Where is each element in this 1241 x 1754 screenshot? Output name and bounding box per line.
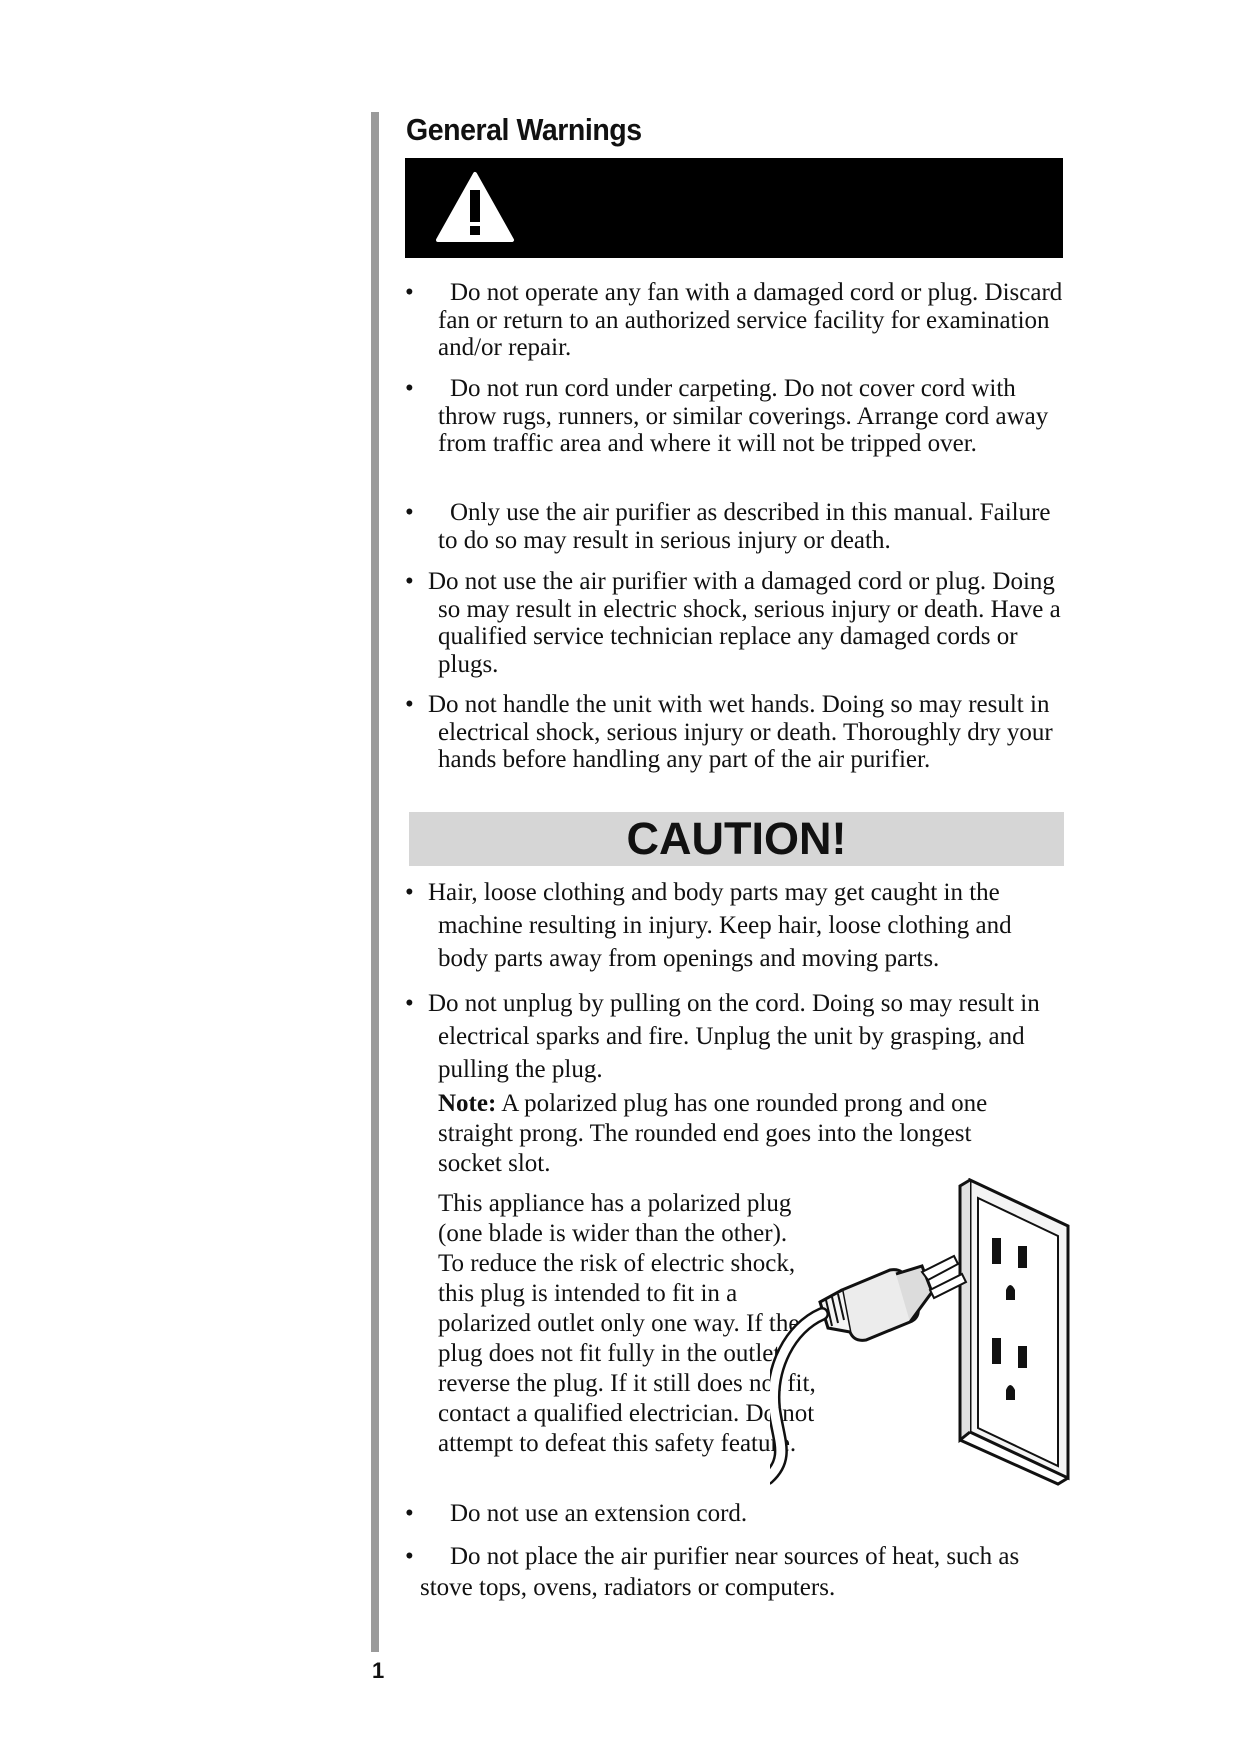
note-text: A polarized plug has one rounded prong and one straight prong. The rounded end goes into the longest socket slot. xyxy=(438,1090,988,1177)
polarized-plug-paragraph: This appliance has a polarized plug (one blade is wider than the other). To reduce the risk of electric shock, this plug is intended to fit in a polarized outlet only one way. If the plug does not fit fully in the outlet, reverse the plug. If it still does not fit, contact a qualified electrician. Do not attempt to defeat this safety feature. xyxy=(438,1190,816,1457)
bullet: • xyxy=(405,375,414,402)
bullet: • xyxy=(405,691,414,718)
caution-text: Hair, loose clothing and body parts may get caught in the machine resulting in injury. Keep hair, loose clothing and body parts away from openings and moving parts. xyxy=(428,879,1012,972)
warning-text: Do not use the air purifier with a damaged cord or plug. Doing so may result in electric shock, serious injury or death. Have a qualified service technician replace any damaged cords or plugs. xyxy=(428,568,1061,678)
warning-text: Do not handle the unit with wet hands. Doing so may result in electrical shock, serious injury or death. Thoroughly dry your hands before handling any part of the air purifier. xyxy=(428,691,1053,773)
warning-text: Do not run cord under carpeting. Do not cover cord with throw rugs, runners, or similar coverings. Arrange cord away from traffic area and where it will not be tripped over. xyxy=(438,375,1049,457)
bullet: • xyxy=(405,568,414,595)
caution-banner xyxy=(409,812,1064,866)
margin-rule xyxy=(371,112,379,1652)
warning-banner xyxy=(405,158,1063,258)
bullet: • xyxy=(405,1500,414,1527)
caution-title: CAUTION! xyxy=(626,813,847,864)
bullet: • xyxy=(405,1543,414,1570)
caution-text: Do not use an extension cord. xyxy=(450,1500,748,1527)
warning-text: Do not operate any fan with a damaged cord or plug. Discard fan or return to an authorized service facility for examination and/or repair. xyxy=(438,279,1063,361)
warning-triangle-icon xyxy=(435,170,515,244)
section-title: General Warnings xyxy=(406,112,642,147)
bullet: • xyxy=(405,879,414,906)
bullet: • xyxy=(405,990,414,1017)
page-number: 1 xyxy=(372,1658,385,1683)
note-paragraph xyxy=(438,1089,1038,1179)
bullet: • xyxy=(405,279,414,306)
warning-text: Only use the air purifier as described in this manual. Failure to do so may result in serious injury or death. xyxy=(438,499,1051,554)
bullet: • xyxy=(405,499,414,526)
plug-and-outlet-illustration xyxy=(770,1178,1070,1488)
caution-text: Do not unplug by pulling on the cord. Doing so may result in electrical sparks and fire. Unplug the unit by grasping, and pulling the plug. xyxy=(428,990,1040,1083)
caution-text: Do not place the air purifier near sources of heat, such as stove tops, ovens, radiators or computers. xyxy=(420,1543,1020,1601)
note-label: Note: xyxy=(438,1090,497,1117)
